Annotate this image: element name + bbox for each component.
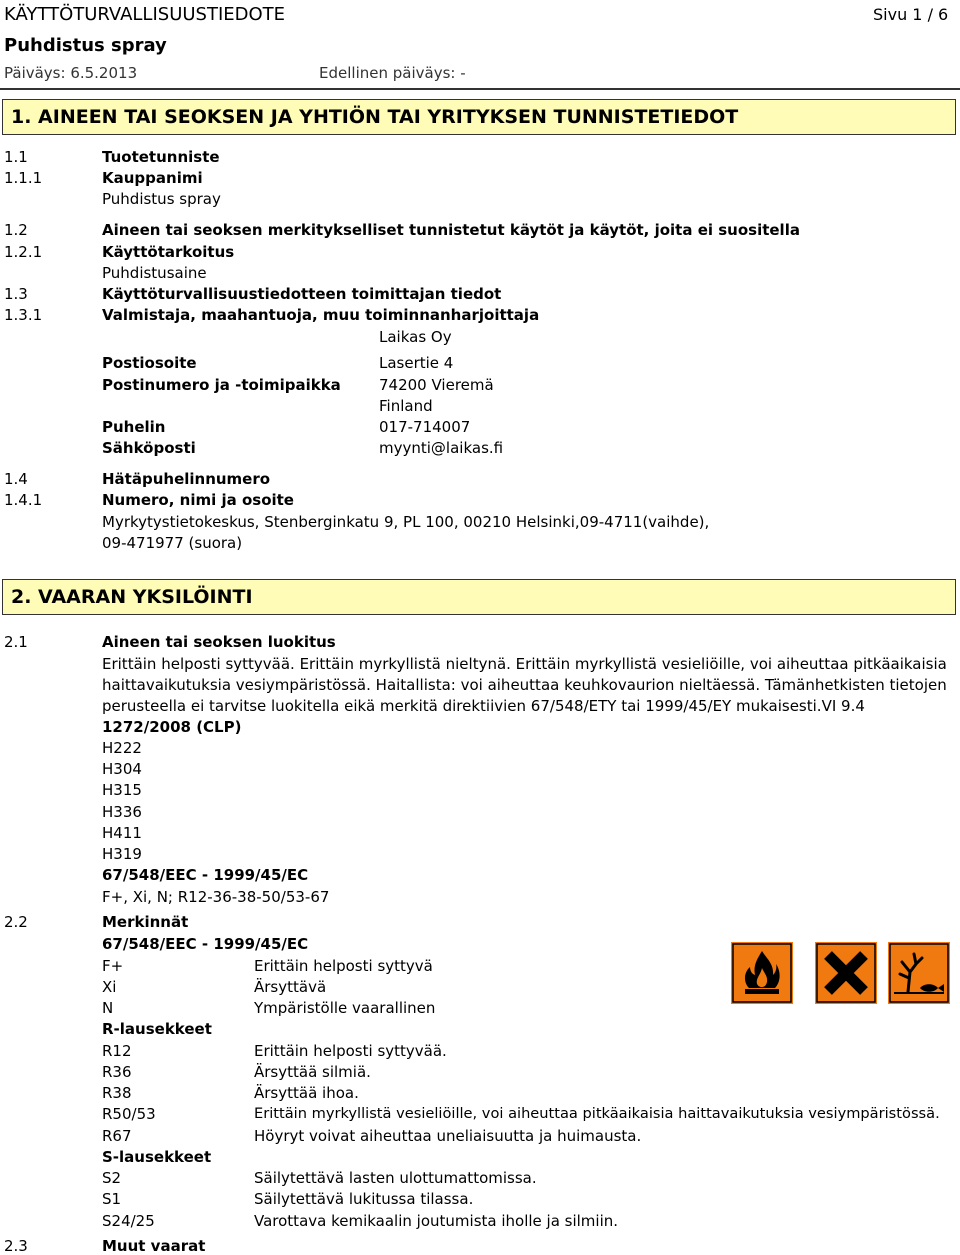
s1-2-1-label: Käyttötarkoitus bbox=[102, 243, 235, 261]
h-code: H319 bbox=[102, 845, 142, 863]
s2-2-number: 2.2 bbox=[4, 913, 28, 931]
s1-3-label: Käyttöturvallisuustiedotteen toimittajan tiedot bbox=[102, 285, 502, 303]
classification-text: Erittäin helposti syttyvää. Erittäin myrkyllistä nieltynä. Erittäin myrkyllistä vesieliöille, voi aiheuttaa pitkäaikaisia haittavaikutuksia vesiympäristössä. Haitallista: voi aiheuttaa keuhkovaurion nieltäessä. Tämänhetkisten tietojen perusteella ei tarvitse luokitella eikä merkitä direktiivien 67/548/ETY tai 1999/45/EY mukaisesti.VI 9.4 bbox=[102, 655, 947, 715]
symbol-text: Ympäristölle vaarallinen bbox=[254, 999, 436, 1017]
s-phrase-code: S1 bbox=[102, 1190, 122, 1208]
product-name: Puhdistus spray bbox=[4, 35, 167, 56]
emergency-contact-line-2: 09-471977 (suora) bbox=[102, 534, 243, 552]
country-value: Finland bbox=[379, 397, 433, 415]
zip-value: 74200 Vieremä bbox=[379, 376, 494, 394]
r-phrases-heading: R-lausekkeet bbox=[102, 1020, 212, 1038]
intended-use-value: Puhdistusaine bbox=[102, 264, 207, 282]
s1-1-1-number: 1.1.1 bbox=[4, 169, 43, 187]
phone-label: Puhelin bbox=[102, 418, 166, 436]
s1-2-label: Aineen tai seoksen merkitykselliset tunnistetut käytöt ja käytöt, joita ei suositella bbox=[102, 221, 800, 239]
postal-value: Lasertie 4 bbox=[379, 354, 454, 372]
r-phrase-code: R36 bbox=[102, 1063, 132, 1081]
symbol-code: Xi bbox=[102, 978, 117, 996]
r-phrase-code: R38 bbox=[102, 1084, 132, 1102]
s1-1-label: Tuotetunniste bbox=[102, 148, 220, 166]
s1-1-1-label: Kauppanimi bbox=[102, 169, 203, 187]
section-2-title: 2. VAARAN YKSILÖINTI bbox=[11, 586, 253, 608]
r-phrase-text: Ärsyttää silmiä. bbox=[254, 1063, 371, 1081]
r-phrase-text: Erittäin helposti syttyvää. bbox=[254, 1042, 447, 1060]
r-phrase-code: R12 bbox=[102, 1042, 132, 1060]
symbol-code: N bbox=[102, 999, 114, 1017]
s2-2-label: Merkinnät bbox=[102, 913, 189, 931]
trade-name-value: Puhdistus spray bbox=[102, 190, 221, 208]
s1-3-1-label: Valmistaja, maahantuoja, muu toiminnanharjoittaja bbox=[102, 306, 540, 324]
r-phrase-text: Ärsyttää ihoa. bbox=[254, 1084, 359, 1102]
s1-2-1-number: 1.2.1 bbox=[4, 243, 43, 261]
h-code: H304 bbox=[102, 760, 142, 778]
labelling-heading: 67/548/EEC - 1999/45/EC bbox=[102, 935, 309, 953]
s1-4-1-number: 1.4.1 bbox=[4, 491, 43, 509]
s1-4-label: Hätäpuhelinnumero bbox=[102, 470, 271, 488]
phone-value: 017-714007 bbox=[379, 418, 471, 436]
s2-1-number: 2.1 bbox=[4, 633, 28, 651]
company-name: Laikas Oy bbox=[379, 328, 452, 346]
s2-3-number: 2.3 bbox=[4, 1237, 28, 1255]
previous-date: Edellinen päiväys: - bbox=[319, 64, 466, 82]
h-code: H222 bbox=[102, 739, 142, 757]
email-value: myynti@laikas.fi bbox=[379, 439, 504, 457]
s-phrases-heading: S-lausekkeet bbox=[102, 1148, 212, 1166]
dead-tree-fish-icon bbox=[888, 942, 950, 1004]
cross-icon bbox=[815, 942, 877, 1004]
s-phrase-text: Säilytettävä lukitussa tilassa. bbox=[254, 1190, 474, 1208]
h-code: H336 bbox=[102, 803, 142, 821]
r-phrase-text: Höyryt voivat aiheuttaa uneliaisuutta ja huimausta. bbox=[254, 1127, 642, 1145]
eec-heading: 67/548/EEC - 1999/45/EC bbox=[102, 866, 309, 884]
r-phrase-code: R67 bbox=[102, 1127, 132, 1145]
symbol-text: Erittäin helposti syttyvä bbox=[254, 957, 433, 975]
s2-1-label: Aineen tai seoksen luokitus bbox=[102, 633, 336, 651]
document-type: KÄYTTÖTURVALLISUUSTIEDOTE bbox=[4, 4, 286, 25]
header-rule bbox=[0, 88, 960, 90]
s1-1-number: 1.1 bbox=[4, 148, 28, 166]
zip-label: Postinumero ja -toimipaikka bbox=[102, 376, 341, 394]
r-phrase-code: R50/53 bbox=[102, 1105, 156, 1123]
postal-label: Postiosoite bbox=[102, 354, 197, 372]
flame-icon bbox=[731, 942, 793, 1004]
symbol-code: F+ bbox=[102, 957, 124, 975]
s1-4-1-label: Numero, nimi ja osoite bbox=[102, 491, 294, 509]
s2-3-label: Muut vaarat bbox=[102, 1237, 206, 1255]
clp-heading: 1272/2008 (CLP) bbox=[102, 718, 242, 736]
s-phrase-text: Varottava kemikaalin joutumista iholle ja silmiin. bbox=[254, 1212, 619, 1230]
r-phrase-text: Erittäin myrkyllistä vesieliöille, voi aiheuttaa pitkäaikaisia haittavaikutuksia vesiympäristössä. bbox=[254, 1105, 940, 1122]
symbol-text: Ärsyttävä bbox=[254, 978, 327, 996]
section-2-heading bbox=[2, 579, 956, 615]
s1-2-number: 1.2 bbox=[4, 221, 28, 239]
s-phrase-text: Säilytettävä lasten ulottumattomissa. bbox=[254, 1169, 537, 1187]
section-1-title: 1. AINEEN TAI SEOKSEN JA YHTIÖN TAI YRITYKSEN TUNNISTETIEDOT bbox=[11, 106, 739, 128]
s-phrase-code: S2 bbox=[102, 1169, 122, 1187]
emergency-contact-line-1: Myrkytystietokeskus, Stenberginkatu 9, PL 100, 00210 Helsinki,09-4711(vaihde), bbox=[102, 513, 710, 531]
eec-classes: F+, Xi, N; R12-36-38-50/53-67 bbox=[102, 888, 330, 906]
s1-4-number: 1.4 bbox=[4, 470, 28, 488]
issue-date: Päiväys: 6.5.2013 bbox=[4, 64, 138, 82]
h-code: H315 bbox=[102, 781, 142, 799]
section-1-heading bbox=[2, 99, 956, 135]
s-phrase-code: S24/25 bbox=[102, 1212, 155, 1230]
s1-3-number: 1.3 bbox=[4, 285, 28, 303]
h-code: H411 bbox=[102, 824, 142, 842]
s1-3-1-number: 1.3.1 bbox=[4, 306, 43, 324]
page-number: Sivu 1 / 6 bbox=[873, 5, 949, 24]
email-label: Sähköposti bbox=[102, 439, 196, 457]
